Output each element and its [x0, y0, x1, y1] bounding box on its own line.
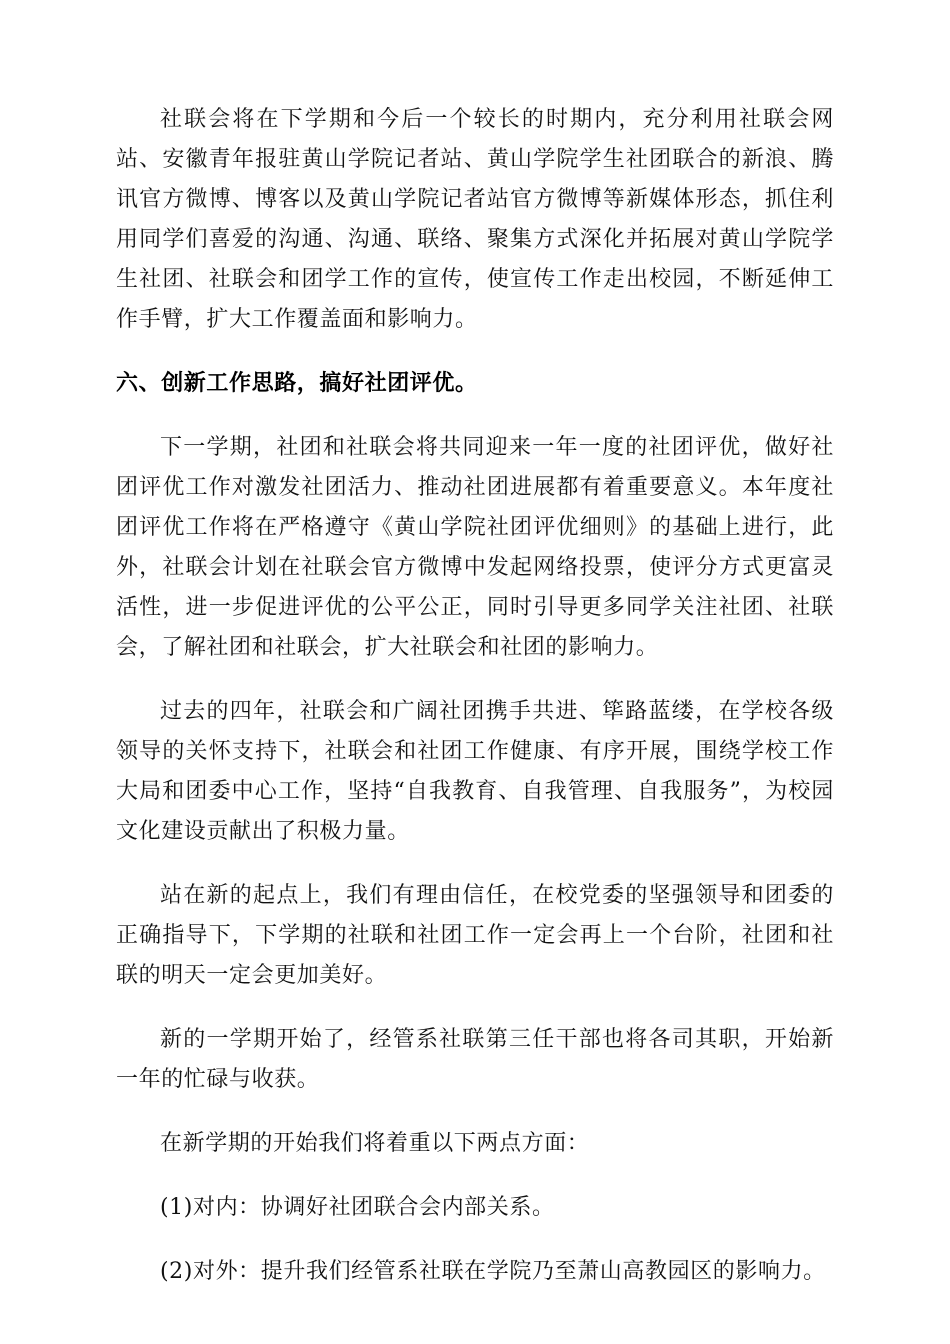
document-page: [116, 100, 834, 1316]
paragraph-past-four-years: 过去的四年，社联会和广阔社团携手共进、筚路蓝缕，在学校各级领导的关怀支持下，社联会和社团工作健康、有序开展，围绕学校工作大局和团委中心工作，坚持“自我教育、自我管理、自我服务”，为校园文化建设贡献出了积极力量。: [116, 699, 834, 844]
paragraph-club-evaluation: 下一学期，社团和社联会将共同迎来一年一度的社团评优，做好社团评优工作对激发社团活力、推动社团进展都有着重要意义。本年度社团评优工作将在严格遵守《黄山学院社团评优细则》的基础上进行，此外，社联会计划在社联会官方微博中发起网络投票，使评分方式更富灵活性，进一步促进评优的公平公正，同时引导更多同学关注社团、社联会，了解社团和社联会，扩大社联会和社团的影响力。: [116, 435, 834, 660]
list-item-internal: (1)对内：协调好社团联合会内部关系。: [160, 1195, 555, 1220]
paragraph-focus-points-intro: 在新学期的开始我们将着重以下两点方面：: [160, 1131, 590, 1156]
paragraph-new-semester: 新的一学期开始了，经管系社联第三任干部也将各司其职，开始新一年的忙碌与收获。: [116, 1027, 834, 1092]
paragraph-publicity: 社联会将在下学期和今后一个较长的时期内，充分利用社联会网站、安徽青年报驻黄山学院记者站、黄山学院学生社团联合的新浪、腾讯官方微博、博客以及黄山学院记者站官方微博等新媒体形态，抓住利用同学们喜爱的沟通、沟通、联络、聚集方式深化并拓展对黄山学院学生社团、社联会和团学工作的宣传，使宣传工作走出校园，不断延伸工作手臂，扩大工作覆盖面和影响力。: [116, 107, 834, 332]
section-heading-six: 六、创新工作思路，搞好社团评优。: [116, 371, 478, 396]
list-item-external: (2)对外：提升我们经管系社联在学院乃至萧山高教园区的影响力。: [160, 1259, 826, 1284]
paragraph-new-starting-point: 站在新的起点上，我们有理由信任，在校党委的坚强领导和团委的正确指导下，下学期的社联和社团工作一定会再上一个台阶，社团和社联的明天一定会更加美好。: [116, 883, 834, 988]
